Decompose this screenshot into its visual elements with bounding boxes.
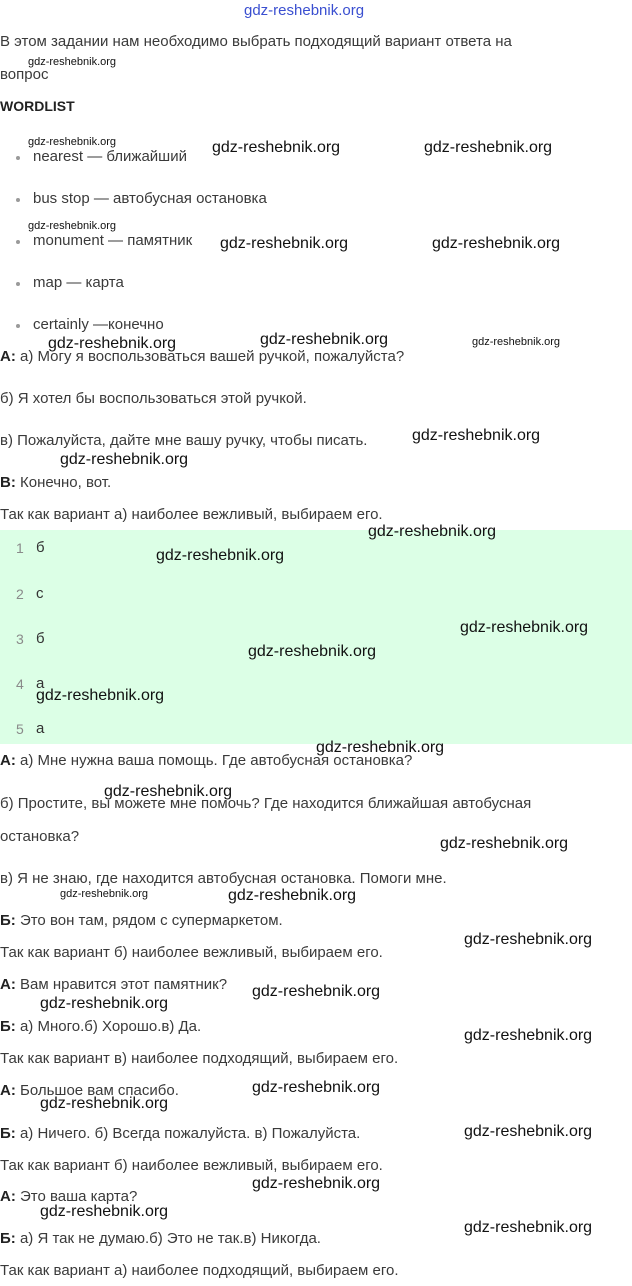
reply-text: а) Ничего. б) Всегда пожалуйста. в) Пожалуйста. bbox=[19, 1125, 361, 1142]
reply-text: а) Я так не думаю.б) Это не так.в) Никогда. bbox=[19, 1230, 321, 1247]
watermark: gdz-reshebnik.org bbox=[368, 523, 497, 540]
watermark: gdz-reshebnik.org bbox=[460, 619, 589, 636]
dialog2-reply bbox=[0, 912, 283, 929]
speaker-label: Б: bbox=[0, 1125, 16, 1142]
watermark: gdz-reshebnik.org bbox=[228, 887, 357, 904]
watermark: gdz-reshebnik.org bbox=[40, 995, 169, 1012]
watermark: gdz-reshebnik.org bbox=[28, 136, 117, 148]
question-text: Вам нравится этот памятник? bbox=[20, 976, 228, 993]
question-text: Это ваша карта? bbox=[20, 1188, 138, 1205]
wordlist-item: map — карта bbox=[33, 274, 124, 291]
watermark: gdz-reshebnik.org bbox=[464, 931, 593, 948]
dialog5-reply bbox=[0, 1230, 321, 1247]
dialog3-question bbox=[0, 976, 227, 993]
speaker-label: A: bbox=[0, 1188, 16, 1205]
bullet-icon bbox=[16, 324, 20, 328]
watermark: gdz-reshebnik.org bbox=[40, 1203, 169, 1220]
watermark: gdz-reshebnik.org bbox=[440, 835, 569, 852]
watermark: gdz-reshebnik.org bbox=[316, 739, 445, 756]
watermark: gdz-reshebnik.org bbox=[40, 1095, 169, 1112]
dialog1-option-c: в) Пожалуйста, дайте мне вашу ручку, чтобы писать. bbox=[0, 432, 368, 449]
watermark: gdz-reshebnik.org bbox=[28, 220, 117, 232]
speaker-label: Б: bbox=[0, 1230, 16, 1247]
watermark: gdz-reshebnik.org bbox=[252, 1175, 381, 1192]
watermark: gdz-reshebnik.org bbox=[424, 139, 553, 156]
intro-line-2: вопрос bbox=[0, 66, 49, 83]
answer-number: 2 bbox=[16, 586, 24, 602]
watermark: gdz-reshebnik.org bbox=[432, 235, 561, 252]
watermark: gdz-reshebnik.org bbox=[60, 888, 149, 900]
header-watermark: gdz-reshebnik.org bbox=[244, 2, 365, 19]
answer-number: 3 bbox=[16, 631, 24, 647]
watermark: gdz-reshebnik.org bbox=[464, 1123, 593, 1140]
speaker-label: A: bbox=[0, 348, 16, 365]
watermark: gdz-reshebnik.org bbox=[28, 56, 117, 68]
speaker-label: A: bbox=[0, 1082, 16, 1099]
dialog4-conclusion: Так как вариант б) наиболее вежливый, выбираем его. bbox=[0, 1157, 383, 1174]
watermark: gdz-reshebnik.org bbox=[220, 235, 349, 252]
watermark: gdz-reshebnik.org bbox=[472, 336, 561, 348]
dialog1-reply bbox=[0, 474, 111, 491]
option-text: а) Мне нужна ваша помощь. Где автобусная остановка? bbox=[20, 752, 413, 769]
wordlist-title: WORDLIST bbox=[0, 98, 75, 114]
speaker-label: Б: bbox=[0, 1018, 16, 1035]
dialog2-conclusion: Так как вариант б) наиболее вежливый, выбираем его. bbox=[0, 944, 383, 961]
answer-value: б bbox=[36, 539, 45, 556]
question-text: Большое вам спасибо. bbox=[20, 1082, 179, 1099]
answers-box bbox=[0, 530, 632, 744]
watermark: gdz-reshebnik.org bbox=[104, 783, 233, 800]
watermark: gdz-reshebnik.org bbox=[412, 427, 541, 444]
dialog1-conclusion: Так как вариант а) наиболее вежливый, выбираем его. bbox=[0, 506, 383, 523]
watermark: gdz-reshebnik.org bbox=[248, 643, 377, 660]
answer-number: 4 bbox=[16, 676, 24, 692]
watermark: gdz-reshebnik.org bbox=[36, 687, 165, 704]
speaker-label: Б: bbox=[0, 912, 16, 929]
answer-number: 5 bbox=[16, 721, 24, 737]
bullet-icon bbox=[16, 240, 20, 244]
wordlist-item: bus stop — автобусная остановка bbox=[33, 190, 267, 207]
reply-text: а) Много.б) Хорошо.в) Да. bbox=[19, 1018, 202, 1035]
answer-number: 1 bbox=[16, 540, 24, 556]
watermark: gdz-reshebnik.org bbox=[60, 451, 189, 468]
wordlist-item: nearest — ближайший bbox=[33, 148, 187, 165]
dialog2-option-c: в) Я не знаю, где находится автобусная остановка. Помоги мне. bbox=[0, 870, 447, 887]
dialog3-conclusion: Так как вариант в) наиболее подходящий, выбираем его. bbox=[0, 1050, 399, 1067]
dialog5-conclusion: Так как вариант а) наиболее подходящий, выбираем его. bbox=[0, 1262, 399, 1279]
dialog3-reply bbox=[0, 1018, 201, 1035]
watermark: gdz-reshebnik.org bbox=[212, 139, 341, 156]
answer-value: а bbox=[36, 720, 45, 737]
answer-value: б bbox=[36, 630, 45, 647]
dialog4-reply bbox=[0, 1125, 360, 1142]
answer-value: с bbox=[36, 585, 44, 602]
bullet-icon bbox=[16, 282, 20, 286]
watermark: gdz-reshebnik.org bbox=[464, 1027, 593, 1044]
speaker-label: A: bbox=[0, 976, 16, 993]
speaker-label: B: bbox=[0, 474, 16, 491]
speaker-label: A: bbox=[0, 752, 16, 769]
bullet-icon bbox=[16, 198, 20, 202]
wordlist-item: monument — памятник bbox=[33, 232, 193, 249]
answer-value: а bbox=[36, 675, 45, 692]
watermark: gdz-reshebnik.org bbox=[156, 547, 285, 564]
bullet-icon bbox=[16, 156, 20, 160]
reply-text: Это вон там, рядом с супермаркетом. bbox=[19, 912, 283, 929]
wordlist-item: certainly —конечно bbox=[33, 316, 164, 333]
watermark: gdz-reshebnik.org bbox=[464, 1219, 593, 1236]
watermark: gdz-reshebnik.org bbox=[260, 331, 389, 348]
option-text: а) Могу я воспользоваться вашей ручкой, пожалуйста? bbox=[20, 348, 405, 365]
reply-text: Конечно, вот. bbox=[20, 474, 112, 491]
watermark: gdz-reshebnik.org bbox=[48, 335, 177, 352]
dialog1-option-b: б) Я хотел бы воспользоваться этой ручкой. bbox=[0, 390, 307, 407]
dialog2-option-b-line1: б) Простите, вы можете мне помочь? Где находится ближайшая автобусная bbox=[0, 795, 532, 812]
watermark: gdz-reshebnik.org bbox=[252, 1079, 381, 1096]
watermark: gdz-reshebnik.org bbox=[252, 983, 381, 1000]
dialog2-option-b-line2: остановка? bbox=[0, 828, 80, 845]
intro-line-1: В этом задании нам необходимо выбрать подходящий вариант ответа на bbox=[0, 33, 512, 50]
